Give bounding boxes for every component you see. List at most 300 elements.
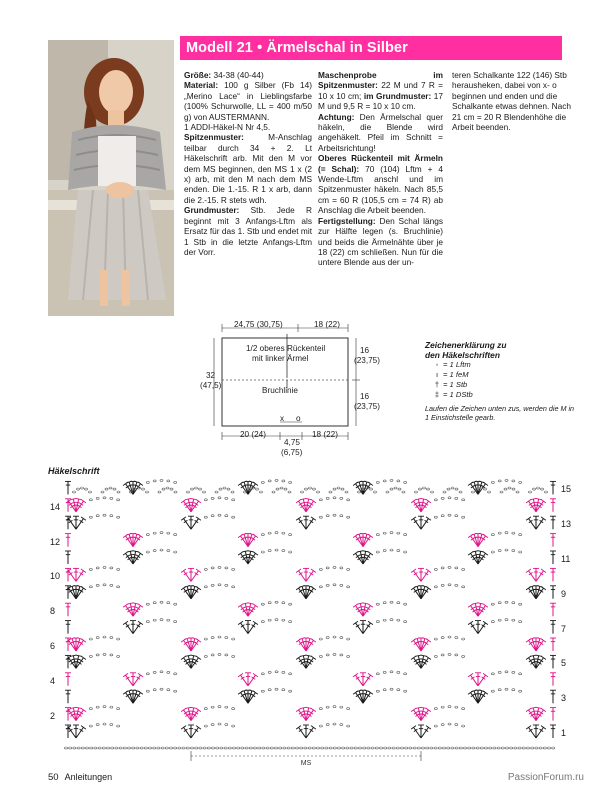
chain-mark — [204, 725, 207, 727]
chain-mark — [383, 619, 386, 621]
stitch-mark — [310, 503, 314, 506]
chain-mark — [505, 532, 508, 534]
stitch-mark — [356, 607, 360, 610]
stitch-mark — [536, 498, 542, 499]
chain-mark — [232, 708, 235, 710]
chain-mark — [225, 654, 228, 656]
chain-mark — [219, 488, 222, 490]
chain-mark — [225, 637, 228, 639]
stitch-mark — [181, 726, 186, 729]
stitch-mark — [414, 659, 418, 662]
chain-mark — [455, 654, 458, 656]
stitch-mark — [353, 673, 358, 676]
chain-mark — [174, 747, 177, 749]
chain-mark — [77, 747, 80, 749]
stitch-mark — [426, 656, 431, 659]
stitch-mark — [252, 625, 256, 628]
chain-mark — [329, 747, 332, 749]
chain-mark — [85, 488, 88, 490]
chain-mark — [260, 491, 263, 493]
stitch-mark — [191, 707, 197, 708]
stitch-mark — [368, 534, 373, 537]
chain-mark — [326, 654, 329, 656]
stitch-mark — [69, 729, 73, 732]
stitch-mark — [76, 655, 82, 656]
stitch-mark — [299, 503, 303, 506]
stitch-mark — [532, 659, 536, 660]
row-number-right: 13 — [561, 519, 572, 530]
chain-mark — [484, 488, 487, 490]
stitch-mark — [425, 729, 429, 732]
chain-mark — [390, 479, 393, 481]
chain-mark — [167, 671, 170, 673]
stitch-mark — [367, 625, 371, 628]
chain-mark — [103, 584, 106, 586]
gauge-value: 22 M und 7 R = 10 x 10 cm; — [318, 80, 443, 101]
chain-mark — [319, 708, 322, 710]
stitch-mark — [536, 586, 540, 598]
stitch-mark — [536, 711, 540, 712]
chain-mark — [110, 706, 113, 708]
stitch-mark — [241, 677, 245, 680]
chain-mark — [289, 534, 292, 536]
stitch-mark — [195, 503, 199, 506]
chain-mark — [73, 747, 76, 749]
chain-mark — [448, 723, 451, 725]
page-footer — [48, 772, 112, 783]
stitch-mark — [69, 520, 73, 523]
stitch-mark — [129, 534, 133, 546]
chain-mark — [316, 747, 319, 749]
stitch-mark — [425, 503, 429, 506]
stitch-mark — [138, 534, 143, 537]
chain-mark — [376, 534, 379, 536]
chain-mark — [413, 747, 416, 749]
chain-mark — [404, 621, 407, 623]
chain-mark — [363, 747, 366, 749]
double-crochet-icon: † — [434, 380, 440, 389]
stitch-mark — [127, 603, 133, 604]
stitch-mark — [421, 502, 425, 503]
stitch-mark — [123, 604, 128, 607]
chain-mark — [508, 487, 511, 489]
chain-mark — [345, 491, 348, 493]
chain-mark — [232, 655, 235, 657]
chain-mark — [390, 671, 393, 673]
chain-mark — [434, 725, 437, 727]
schema-title-2: mit linker Ärmel — [252, 354, 309, 363]
stitch-mark — [126, 677, 130, 680]
chain-mark — [409, 747, 412, 749]
chain-mark — [455, 567, 458, 569]
chain-mark — [455, 747, 458, 749]
chain-mark — [160, 479, 163, 481]
chain-mark — [384, 747, 387, 749]
stitch-mark — [80, 712, 84, 715]
chain-mark — [405, 747, 408, 749]
chain-mark — [326, 724, 329, 726]
stitch-mark — [423, 662, 427, 665]
chain-mark — [132, 747, 135, 749]
stitch-mark — [196, 586, 201, 589]
o-marker: o — [296, 414, 301, 423]
stitch-mark — [421, 707, 427, 708]
stitch-mark — [530, 707, 536, 708]
chain-mark — [96, 654, 99, 656]
chain-mark — [396, 747, 399, 749]
stitch-mark — [368, 482, 373, 485]
stitch-mark — [302, 639, 306, 651]
chain-mark — [427, 488, 430, 490]
stitch-mark — [248, 551, 254, 552]
stitch-mark — [76, 586, 80, 598]
chain-mark — [282, 532, 285, 534]
stitch-mark — [69, 572, 73, 575]
chain-mark — [484, 747, 487, 749]
chain-mark — [505, 619, 508, 621]
chain-mark — [350, 747, 353, 749]
stitch-mark — [478, 603, 484, 604]
chain-mark — [295, 747, 298, 749]
chain-mark — [89, 638, 92, 640]
chain-mark — [153, 480, 156, 482]
stitch-mark — [80, 520, 84, 523]
stitch-mark — [426, 639, 431, 642]
chain-mark — [211, 654, 214, 656]
stitch-mark — [353, 621, 358, 624]
stitch-mark — [123, 621, 128, 624]
stitch-mark — [310, 572, 314, 575]
chain-mark — [174, 551, 177, 553]
chain-mark — [383, 532, 386, 534]
stitch-mark — [308, 714, 312, 717]
stitch-mark — [414, 520, 418, 523]
stitch-mark — [252, 538, 256, 541]
stitch-mark — [471, 677, 475, 680]
chain-mark — [158, 491, 161, 493]
chain-mark — [109, 487, 112, 489]
stitch-mark — [185, 498, 191, 499]
model-photo-icon — [48, 40, 174, 316]
chain-mark — [333, 747, 336, 749]
stitch-mark — [299, 520, 303, 523]
chain-mark — [218, 636, 221, 638]
chain-mark — [462, 725, 465, 727]
chain-mark — [105, 488, 108, 490]
chain-mark — [498, 602, 501, 604]
chain-mark — [476, 747, 479, 749]
size-paragraph — [184, 70, 312, 80]
stitch-mark — [181, 499, 186, 502]
chain-mark — [85, 747, 88, 749]
lace-label: Spitzenmuster: — [184, 132, 244, 143]
stitch-mark — [367, 694, 371, 697]
stitch-mark — [421, 498, 427, 499]
stitch-mark — [123, 552, 128, 555]
stitch-mark — [363, 534, 367, 546]
chain-mark — [434, 747, 437, 749]
chain-mark — [448, 653, 451, 655]
chain-mark — [514, 747, 517, 749]
chain-mark — [443, 491, 446, 493]
chain-mark — [519, 673, 522, 675]
stitch-mark — [532, 502, 536, 503]
chain-mark — [73, 491, 76, 493]
article-title: Modell 21 • Ärmelschal in Silber — [180, 36, 562, 60]
chain-mark — [375, 747, 378, 749]
chain-mark — [268, 671, 271, 673]
stitch-mark — [195, 712, 199, 715]
chain-mark — [340, 654, 343, 656]
chain-mark — [498, 550, 501, 552]
chain-mark — [287, 747, 290, 749]
chain-mark — [166, 487, 169, 489]
stitch-mark — [238, 604, 243, 607]
chain-mark — [370, 488, 373, 490]
chain-mark — [415, 491, 418, 493]
stitch-mark — [248, 691, 252, 703]
chain-mark — [347, 725, 350, 727]
row-number-left: 2 — [50, 710, 56, 721]
stitch-mark — [540, 659, 544, 662]
chain-mark — [225, 724, 228, 726]
chain-mark — [441, 654, 444, 656]
chain-mark — [448, 636, 451, 638]
chain-mark — [165, 747, 168, 749]
chain-mark — [195, 487, 198, 489]
stitch-mark — [414, 503, 418, 506]
chain-mark — [272, 491, 275, 493]
chain-mark — [390, 619, 393, 621]
stitch-mark — [80, 590, 84, 593]
chain-mark — [512, 689, 515, 691]
stitch-mark — [70, 655, 76, 656]
chain-mark — [519, 603, 522, 605]
chain-mark — [430, 747, 433, 749]
stitch-mark — [425, 572, 429, 575]
chain-mark — [462, 708, 465, 710]
stitch-mark — [133, 534, 137, 546]
stitch-mark — [425, 712, 429, 715]
stitch-mark — [133, 603, 139, 604]
chain-mark — [153, 671, 156, 673]
chain-mark — [376, 551, 379, 553]
stitch-mark — [184, 659, 188, 662]
chain-mark — [282, 619, 285, 621]
stitch-mark — [359, 607, 363, 608]
chain-mark — [146, 481, 149, 483]
chain-mark — [195, 747, 198, 749]
stitch-mark — [471, 625, 475, 628]
chain-mark — [340, 584, 343, 586]
stitch-mark — [310, 520, 314, 523]
stitch-mark — [529, 520, 533, 523]
chain-mark — [441, 567, 444, 569]
stitch-mark — [356, 555, 360, 558]
stitch-mark — [530, 655, 536, 656]
chain-mark — [498, 480, 501, 482]
gauge2-label: im Grundmuster: — [361, 90, 432, 101]
chain-mark — [289, 551, 292, 553]
lace-paragraph — [184, 132, 312, 205]
attention-paragraph — [318, 112, 443, 154]
chain-mark — [232, 638, 235, 640]
chain-mark — [199, 488, 202, 490]
chain-mark — [333, 488, 336, 490]
chain-mark — [103, 514, 106, 516]
dim-right-top-2: (23,75) — [354, 356, 380, 365]
chain-mark — [333, 653, 336, 655]
crochet-chart-svg — [48, 476, 588, 766]
chain-mark — [153, 619, 156, 621]
chain-mark — [442, 747, 445, 749]
stitch-mark — [482, 694, 486, 697]
legend-item — [425, 380, 575, 390]
chain-mark — [153, 689, 156, 691]
stitch-mark — [253, 534, 258, 537]
legend-item-label: = 1 DStb — [443, 390, 473, 399]
stitch-mark — [250, 557, 254, 560]
basic-label: Grundmuster: — [184, 205, 240, 216]
stitch-mark — [306, 586, 310, 598]
chain-mark — [333, 636, 336, 638]
stitch-mark — [478, 691, 482, 703]
chain-mark — [211, 706, 214, 708]
chain-mark — [491, 621, 494, 623]
chain-mark — [441, 497, 444, 499]
stitch-mark — [72, 502, 76, 503]
treble-crochet-icon: ‡ — [434, 390, 440, 399]
chain-mark — [397, 602, 400, 604]
row-number-left: 10 — [50, 571, 61, 582]
chain-mark — [535, 747, 538, 749]
stitch-mark — [363, 551, 369, 552]
stitch-mark — [367, 538, 371, 541]
stitch-mark — [356, 625, 360, 628]
stitch-mark — [478, 607, 482, 608]
stitch-mark — [426, 517, 431, 520]
chain-mark — [390, 532, 393, 534]
chain-mark — [455, 515, 458, 517]
stitch-mark — [185, 707, 191, 708]
chain-mark — [275, 549, 278, 551]
chain-mark — [421, 747, 424, 749]
stitch-mark — [526, 708, 531, 711]
stitch-mark — [471, 607, 475, 610]
chain-mark — [319, 725, 322, 727]
chain-mark — [512, 619, 515, 621]
stitch-mark — [80, 642, 84, 645]
stitch-mark — [252, 694, 256, 697]
chain-mark — [441, 724, 444, 726]
chain-mark — [545, 491, 548, 493]
row-number-left: 4 — [50, 675, 56, 686]
stitch-mark — [127, 551, 133, 552]
stitch-mark — [193, 714, 197, 717]
stitch-mark — [253, 482, 258, 485]
chain-mark — [404, 534, 407, 536]
chain-mark — [282, 480, 285, 482]
chain-mark — [491, 673, 494, 675]
stitch-mark — [472, 603, 478, 604]
chain-mark — [392, 747, 395, 749]
chain-mark — [394, 487, 397, 489]
chain-mark — [329, 491, 332, 493]
stitch-mark — [311, 708, 316, 711]
stitch-mark — [482, 555, 486, 558]
stitch-mark — [76, 639, 80, 651]
chain-mark — [261, 690, 264, 692]
stitch-mark — [540, 503, 544, 506]
stitch-mark — [76, 711, 80, 712]
chain-mark — [225, 706, 228, 708]
stitch-mark — [72, 586, 76, 598]
stitch-mark — [248, 534, 252, 546]
stitch-mark — [252, 607, 256, 610]
chain-mark — [167, 480, 170, 482]
stitch-mark — [196, 656, 201, 659]
stitch-mark — [81, 726, 86, 729]
stitch-mark — [306, 655, 312, 656]
stitch-mark — [195, 659, 199, 662]
chain-mark — [340, 637, 343, 639]
row-number-right: 7 — [561, 623, 567, 634]
chain-mark — [282, 671, 285, 673]
stitch-mark — [296, 499, 301, 502]
attention-label: Achtung: — [318, 111, 355, 122]
back-label: Oberes Rückenteil mit Ärmeln (= Schal): — [318, 153, 443, 174]
stitch-mark — [363, 603, 369, 604]
chain-mark — [491, 481, 494, 483]
stitch-mark — [311, 726, 316, 729]
chain-mark — [434, 586, 437, 588]
watermark: PassionForum.ru — [507, 772, 584, 783]
chain-mark — [268, 480, 271, 482]
chain-mark — [512, 671, 515, 673]
stitch-mark — [133, 691, 137, 703]
stitch-mark — [529, 712, 533, 715]
chain-mark — [96, 637, 99, 639]
chain-mark — [459, 747, 462, 749]
chain-mark — [341, 488, 344, 490]
chain-mark — [218, 706, 221, 708]
chain-mark — [333, 514, 336, 516]
stitch-mark — [70, 498, 76, 499]
chain-mark — [434, 516, 437, 518]
stitch-mark — [126, 607, 130, 610]
chain-mark — [333, 566, 336, 568]
size-value: 34-38 (40-44) — [211, 70, 264, 80]
stitch-mark — [253, 604, 258, 607]
chain-mark — [326, 567, 329, 569]
chain-mark — [498, 671, 501, 673]
stitch-mark — [137, 555, 141, 558]
stitch-mark — [529, 503, 533, 506]
chain-mark — [256, 488, 259, 490]
stitch-mark — [238, 621, 243, 624]
chain-mark — [275, 619, 278, 621]
chain-mark — [146, 534, 149, 536]
stitch-mark — [480, 557, 484, 560]
chain-mark — [96, 515, 99, 517]
chain-mark — [505, 601, 508, 603]
chain-mark — [146, 690, 149, 692]
stitch-mark — [196, 726, 201, 729]
stitch-mark — [69, 712, 73, 715]
stitch-mark — [425, 520, 429, 523]
chain-mark — [319, 516, 322, 518]
stitch-mark — [368, 691, 373, 694]
